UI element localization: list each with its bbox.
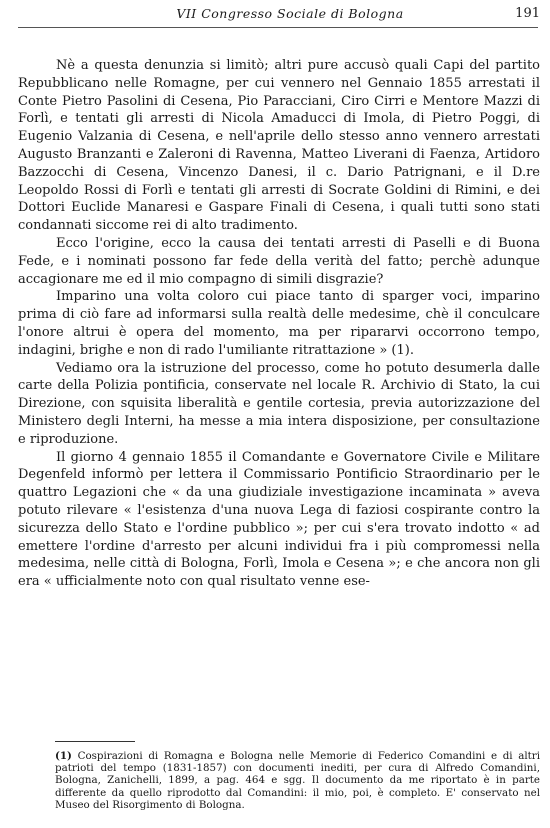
paragraph: Vediamo ora la istruzione del processo, come ho potuto desumerla dalle carte della Polizia pontificia, conservate nel locale R. Archivio di Stato, la cui Direzione, con squisita liberalità e gentile cortesia, previa autorizzazione del Ministero degli Interni, ha messe a mia intera disposizione, per consultazione e riproduzione.: [18, 360, 540, 447]
footnotes: [55, 750, 540, 811]
body-text: [18, 57, 540, 591]
running-title: VII Congresso Sociale di Bologna: [176, 6, 404, 21]
footnote-marker: (1): [55, 750, 72, 762]
page-number: 191: [515, 6, 540, 21]
footnote-text: Cospirazioni di Romagna e Bologna nelle Memorie di Federico Comandini e di altri patrioti del tempo (1831-1857) con documenti inediti, per cura di Alfredo Comandini, Bologna, Zanichelli, 1899, a pag. 464 e sgg. Il documento da me riportato è in parte differente da quello riprodotto dal Comandini: il mio, poi, è completo. E' conservato nel Museo del Risorgimento di Bologna.: [55, 750, 541, 811]
paragraph: Imparino una volta coloro cui piace tanto di sparger voci, imparino prima di ciò fare ad informarsi sulla realtà delle medesime, chè il conculcare l'onore altrui è opera del momento, ma per ripararvi occorrono tempo, indagini, brighe e non di rado l'umiliante ritrattazione » (1).: [18, 289, 540, 358]
paragraph: Ecco l'origine, ecco la causa dei tentati arresti di Paselli e di Buona Fede, e i nominati possono far fede della verità del fatto; perchè adunque accagionare me ed il mio compagno di simili disgrazie?: [18, 235, 540, 287]
footnote: [55, 750, 540, 811]
footnote-rule: [55, 741, 135, 742]
paragraph: Il giorno 4 gennaio 1855 il Comandante e Governatore Civile e Militare Degenfeld informò per lettera il Commissario Pontificio Straordinario per le quattro Legazioni che « da una giudiziale investigazione incaminata » aveva potuto rilevare « l'esistenza d'una nuova Lega di faziosi cospirante contro la sicurezza dello Stato e l'ordine pubblico »; per cui s'era trovato indotto « ad emettere l'ordine d'arresto per alcuni individui fra i più compromessi nella medesima, nelle città di Bologna, Forlì, Imola e Cesena »; e che ancora non gli era « ufficialmente noto con qual risultato venne ese-: [18, 449, 540, 590]
paragraph: Nè a questa denunzia si limitò; altri pure accusò quali Capi del partito Repubblicano nelle Romagne, per cui vennero nel Gennaio 1855 arrestati il Conte Pietro Pasolini di Cesena, Pio Paracciani, Ciro Cirri e Mentore Mazzi di Forlì, e tentati gli arresti di Nicola Amaducci di Imola, di Pietro Poggi, di Eugenio Valzania di Cesena, e nell'aprile dello stesso anno vennero arrestati Augusto Branzanti e Zaleroni di Ravenna, Matteo Liverani di Faenza, Artidoro Bazzocchi di Cesena, Vincenzo Danesi, il c. Dario Patrignani, e il D.re Leopoldo Rossi di Forlì e tentati gli arresti di Socrate Goldini di Rimini, e dei Dottori Euclide Manaresi e Gaspare Finali di Cesena, i quali tutti sono stati condannati siccome rei di alto tradimento.: [18, 58, 540, 234]
header-rule: [18, 27, 538, 28]
